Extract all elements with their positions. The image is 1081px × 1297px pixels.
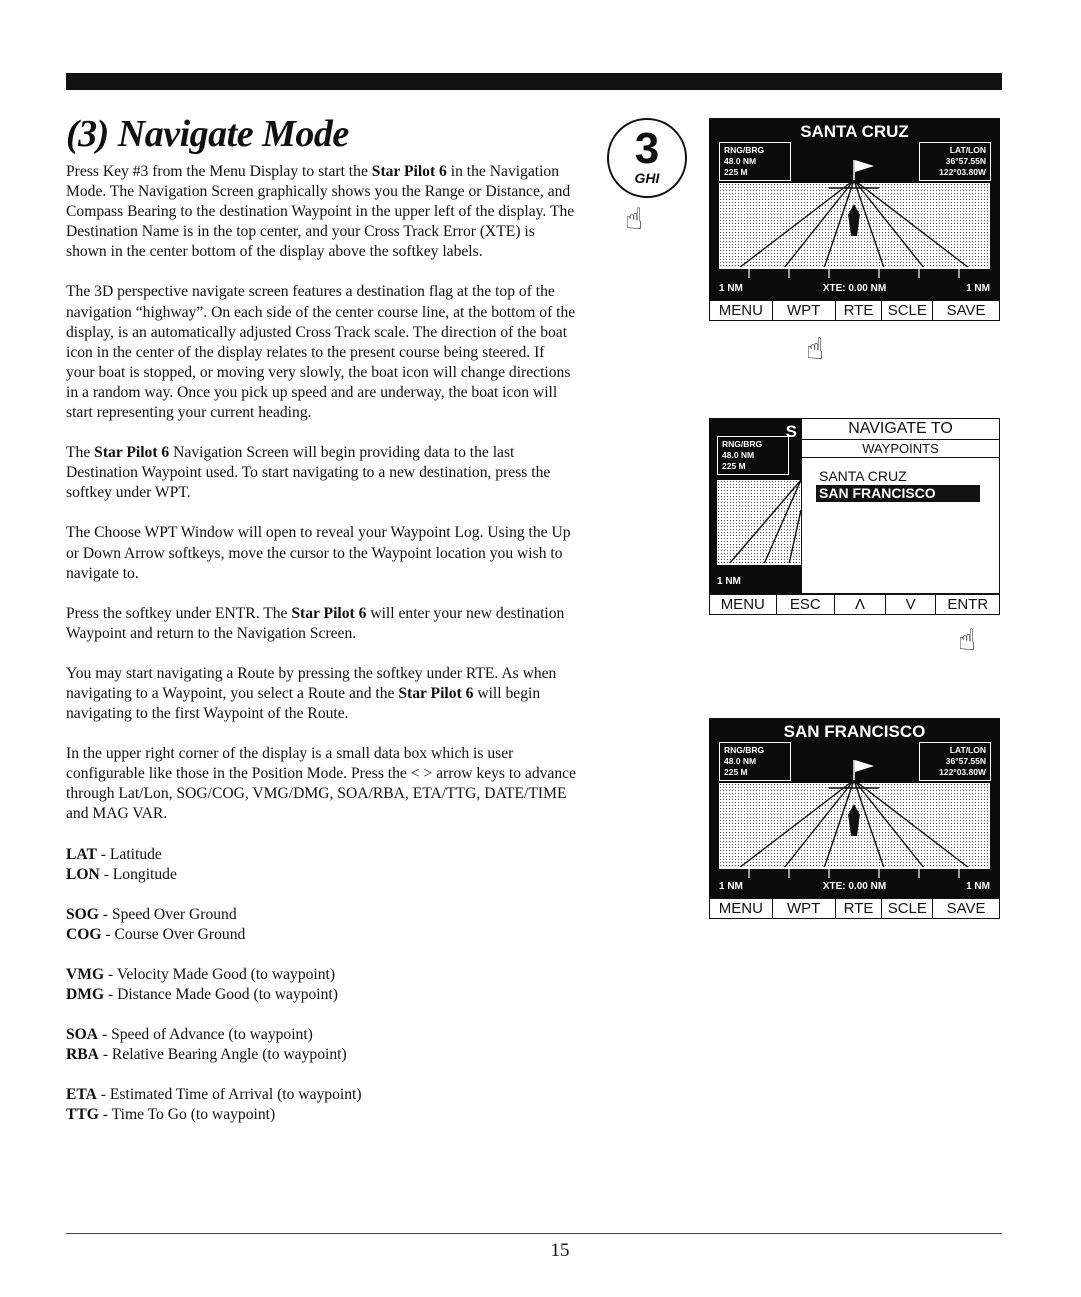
navigation-screen-santa-cruz xyxy=(709,118,1000,322)
definition-text: - Speed Over Ground xyxy=(98,905,237,923)
definition-text: - Latitude xyxy=(96,845,162,863)
definition-group xyxy=(66,905,576,945)
destination-name: SANTA CRUZ xyxy=(800,122,909,141)
definition-text: - Estimated Time of Arrival (to waypoint) xyxy=(96,1086,362,1104)
xte-value: XTE: 0.00 NM xyxy=(822,881,887,892)
definition-item xyxy=(66,1025,576,1045)
lat-value: 36°57.55N xyxy=(945,756,986,766)
paragraph xyxy=(66,443,576,503)
definition-term: LON xyxy=(66,865,100,883)
definition-item xyxy=(66,845,576,865)
paragraph-text: The Choose WPT Window will open to reveal your Waypoint Log. Using the Up or Down Arrow softkeys, move the cursor to the Waypoint location you wish to navigate to. xyxy=(66,524,571,582)
lcd-display-partial xyxy=(709,418,801,594)
pointing-hand-icon: ☝ xyxy=(806,332,825,367)
definition-group xyxy=(66,965,576,1005)
waypoint-item[interactable]: SANTA CRUZ xyxy=(819,468,907,484)
key-number: 3 xyxy=(634,124,660,173)
key-3-badge xyxy=(607,118,687,198)
rng-value: 48.0 NM xyxy=(724,756,757,766)
softkey-menu[interactable]: MENU xyxy=(710,899,773,918)
paragraph-text: in the Navigation Mode. The Navigation Screen graphically shows you the Range or Distance, and Compass Bearing to the destination Waypoint in the upper left of the display. The Destination Name is in the top center, and your Cross Track Error (XTE) is shown in the center bottom of the display above the softkey labels. xyxy=(66,163,575,261)
definition-term: DMG xyxy=(66,986,105,1003)
paragraph-text: Press Key #3 from the Menu Display to start the xyxy=(66,163,372,180)
body-text xyxy=(66,162,576,1145)
choose-waypoint-screen xyxy=(709,418,1000,616)
definition-term: SOG xyxy=(66,905,99,923)
paragraph xyxy=(66,523,576,583)
definition-term: VMG xyxy=(66,965,105,983)
definition-text: - Speed of Advance (to waypoint) xyxy=(98,1026,313,1044)
definition-text: - Course Over Ground xyxy=(101,925,246,943)
lat-lon-box[interactable] xyxy=(919,142,991,181)
softkey-up[interactable]: Λ xyxy=(835,595,886,614)
lcd-display xyxy=(709,718,1000,898)
destination-name-fragment: S xyxy=(785,422,797,441)
definition-text: - Time To Go (to waypoint) xyxy=(98,1106,276,1124)
window-subtitle: WAYPOINTS xyxy=(802,440,999,458)
brg-value: 225 M xyxy=(724,167,748,177)
definition-text: - Velocity Made Good (to waypoint) xyxy=(104,965,336,983)
definition-term: COG xyxy=(66,925,102,943)
softkey-bar xyxy=(709,898,1000,919)
product-name: Star Pilot 6 xyxy=(371,163,447,180)
xte-scale-left: 1 NM xyxy=(719,283,743,294)
product-name: Star Pilot 6 xyxy=(398,684,474,702)
definition-item xyxy=(66,965,576,985)
softkey-scle[interactable]: SCLE xyxy=(882,301,933,320)
softkey-esc[interactable]: ESC xyxy=(777,595,836,614)
definition-term: RBA xyxy=(66,1046,99,1064)
rng-value: 48.0 NM xyxy=(724,156,757,166)
rng-label: RNG/BRG xyxy=(722,439,763,449)
latlon-label: LAT/LON xyxy=(949,145,986,155)
key-letters: GHI xyxy=(634,170,660,186)
softkey-save[interactable]: SAVE xyxy=(946,302,986,319)
definition-group xyxy=(66,1025,576,1065)
paragraph xyxy=(66,664,576,724)
lcd-display xyxy=(709,118,1000,300)
definition-text: - Relative Bearing Angle (to waypoint) xyxy=(98,1046,347,1064)
xte-scale-right: 1 NM xyxy=(966,283,990,294)
softkey-save[interactable]: SAVE xyxy=(946,900,986,917)
page-heading: (3) Navigate Mode xyxy=(66,113,349,155)
product-name: Star Pilot 6 xyxy=(94,444,170,462)
range-bearing-box xyxy=(719,142,791,181)
definition-item xyxy=(66,1085,576,1105)
definition-term: ETA xyxy=(66,1086,97,1104)
brg-value: 225 M xyxy=(722,461,746,471)
softkey-menu[interactable]: MENU xyxy=(710,595,777,614)
xte-scale-left: 1 NM xyxy=(717,576,741,587)
softkey-down[interactable]: V xyxy=(886,595,937,614)
paragraph-text: Press the softkey under ENTR. The xyxy=(66,604,292,622)
softkey-wpt[interactable]: WPT xyxy=(773,899,836,918)
paragraph-text: In the upper right corner of the display is a small data box which is user configurable like those in the Position Mode. Press the < > arrow keys to advance through Lat/Lon, SOG/COG, VMG/DMG, SOA/RBA, ETA/TTG, DATE/TIME and MAG VAR. xyxy=(66,745,576,823)
definition-text: - Longitude xyxy=(99,865,177,883)
definition-group xyxy=(66,1085,576,1125)
definition-term: TTG xyxy=(66,1106,99,1124)
definition-item xyxy=(66,1105,576,1125)
definition-item xyxy=(66,1045,576,1065)
pointing-hand-icon: ☝ xyxy=(958,623,977,658)
latlon-label: LAT/LON xyxy=(949,745,986,755)
page-number: 15 xyxy=(550,1240,570,1261)
xte-value: XTE: 0.00 NM xyxy=(822,283,887,294)
paragraph xyxy=(66,282,576,423)
rng-label: RNG/BRG xyxy=(724,745,765,755)
softkey-rte[interactable]: RTE xyxy=(836,899,883,918)
lon-value: 122°03.80W xyxy=(939,767,986,777)
footer-rule xyxy=(66,1233,1002,1234)
waypoint-list xyxy=(802,458,999,502)
brg-value: 225 M xyxy=(724,767,748,777)
range-bearing-box xyxy=(719,742,791,781)
header-bar xyxy=(66,73,1002,90)
lat-value: 36°57.55N xyxy=(945,156,986,166)
definition-item xyxy=(66,905,576,925)
navigation-screen-san-francisco xyxy=(709,718,1000,920)
definition-item xyxy=(66,985,576,1005)
navigate-to-window xyxy=(801,418,1000,594)
softkey-bar xyxy=(709,594,1000,615)
definition-group xyxy=(66,845,576,885)
range-bearing-box xyxy=(717,436,789,475)
definition-term: LAT xyxy=(66,845,97,863)
paragraph-text: Navigation Screen will begin providing data to the last Destination Waypoint used. To start navigating to a new destination, press the softkey under WPT. xyxy=(66,444,551,502)
waypoint-item[interactable]: SAN FRANCISCO xyxy=(816,485,980,502)
window-title: NAVIGATE TO xyxy=(802,419,999,440)
definition-term: SOA xyxy=(66,1026,99,1044)
paragraph xyxy=(66,744,576,824)
definition-item xyxy=(66,865,576,885)
softkey-rte[interactable]: RTE xyxy=(836,301,883,320)
paragraph-text: will enter your new destination Waypoint and return to the Navigation Screen. xyxy=(66,604,565,642)
paragraph xyxy=(66,162,576,262)
product-name: Star Pilot 6 xyxy=(291,604,367,622)
softkey-wpt[interactable]: WPT xyxy=(773,301,836,320)
xte-scale-right: 1 NM xyxy=(966,881,990,892)
xte-scale-left: 1 NM xyxy=(719,881,743,892)
lat-lon-box[interactable] xyxy=(919,742,991,781)
paragraph-text: The xyxy=(66,444,95,462)
rng-value: 48.0 NM xyxy=(722,450,755,460)
rng-label: RNG/BRG xyxy=(724,145,765,155)
softkey-menu[interactable]: MENU xyxy=(710,301,773,320)
softkey-entr[interactable]: ENTR xyxy=(947,596,989,613)
lon-value: 122°03.80W xyxy=(939,167,986,177)
definition-item xyxy=(66,925,576,945)
destination-name: SAN FRANCISCO xyxy=(783,722,926,741)
paragraph-text: The 3D perspective navigate screen features a destination flag at the top of the navigation “highway”. On each side of the center course line, at the bottom of the display, is an automatically adjusted Cross Track scale. The direction of the boat icon in the center of the display relates to the present course being steered. If your boat is stopped, or moving very slowly, the boat icon will change directions in a random way. Once you pick up speed and are underway, the boat icon will start representing your current heading. xyxy=(66,283,576,422)
paragraph-text: You may start navigating a Route by pressing the softkey under RTE. As when navigating to a Waypoint, you select a Route and the xyxy=(66,664,557,702)
paragraph-text: will begin navigating to the first Waypoint of the Route. xyxy=(66,684,541,723)
softkey-bar xyxy=(709,300,1000,321)
paragraph xyxy=(66,604,576,644)
definition-text: - Distance Made Good (to waypoint) xyxy=(104,986,338,1003)
pointing-hand-icon: ☝ xyxy=(625,202,644,237)
softkey-scle[interactable]: SCLE xyxy=(882,899,933,918)
